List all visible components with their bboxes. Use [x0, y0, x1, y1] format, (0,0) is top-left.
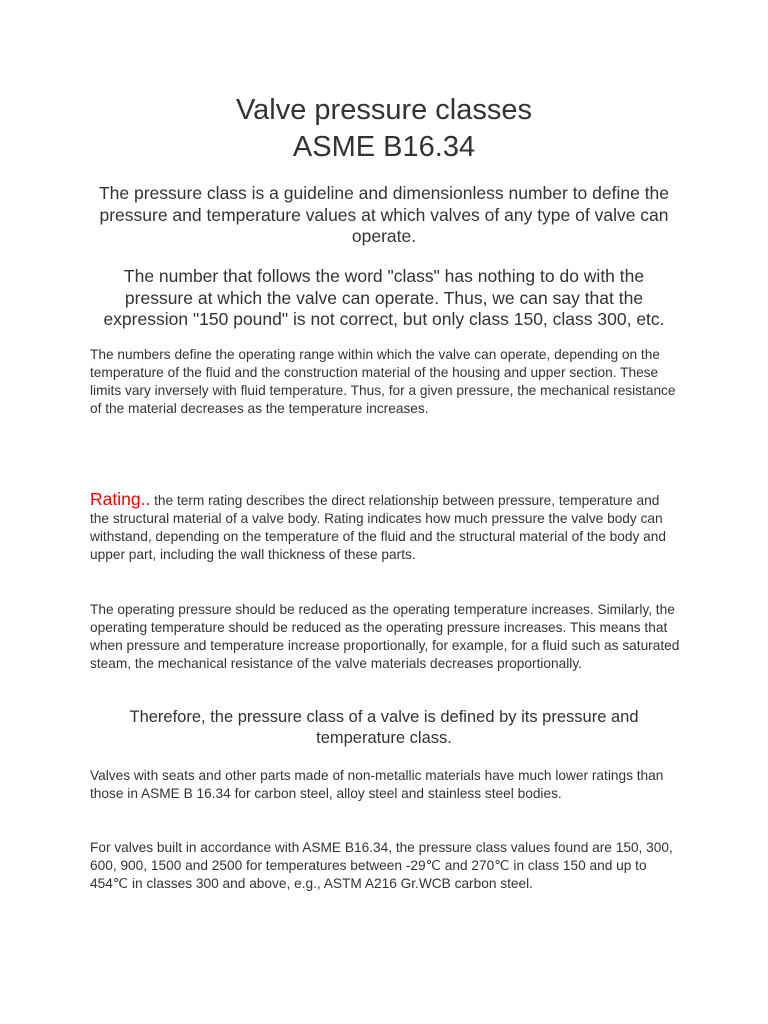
operating-range-paragraph: The numbers define the operating range within which the valve can operate, depending on the temperature of the fluid and the construction material of the housing and upper section. These limits vary inversely with fluid temperature. Thus, for a given pressure, the mechanical resistance of the material decreases as the temperature increases.	[90, 347, 676, 416]
rating-paragraph	[90, 490, 682, 564]
pressure-class-statement: Therefore, the pressure class of a valve is defined by its pressure and temperature class.	[129, 708, 639, 747]
operating-pressure-paragraph: The operating pressure should be reduced as the operating temperature increases. Similarly, the operating temperature should be reduced as the operating pressure increases. This means that when pressure and temperature increase proportionally, for example, for a fluid such as saturated steam, the mechanical resistance of the valve materials decreases proportionally.	[90, 602, 680, 671]
rating-heading: Rating..	[90, 489, 151, 509]
asme-class-values-paragraph: For valves built in accordance with ASME B16.34, the pressure class values found are 150, 300, 600, 900, 1500 and 2500 for temperatures between -29℃ and 270℃ in class 150 and up to 454℃ in classes 300 and above, e.g., ASTM A216 Gr.WCB carbon steel.	[90, 840, 673, 891]
class-explanation-paragraph: The number that follows the word "class" has nothing to do with the pressure at which the valve can operate. Thus, we can say that the expression "150 pound" is not correct, but only class 150, class 300, etc.	[103, 266, 665, 329]
document-subtitle: ASME B16.34	[292, 131, 476, 163]
non-metallic-paragraph: Valves with seats and other parts made of non-metallic materials have much lower ratings than those in ASME B 16.34 for carbon steel, alloy steel and stainless steel bodies.	[90, 768, 664, 801]
intro-paragraph: The pressure class is a guideline and dimensionless number to define the pressure and temperature values at which valves of any type of valve can operate.	[98, 183, 670, 246]
document-title: Valve pressure classes	[235, 94, 533, 126]
rating-description: the term rating describes the direct relationship between pressure, temperature and the structural material of a valve body. Rating indicates how much pressure the valve body can withstand, depending on the temperature of the fluid and the structural material of the body and upper part, including the wall thickness of these parts.	[90, 493, 667, 562]
